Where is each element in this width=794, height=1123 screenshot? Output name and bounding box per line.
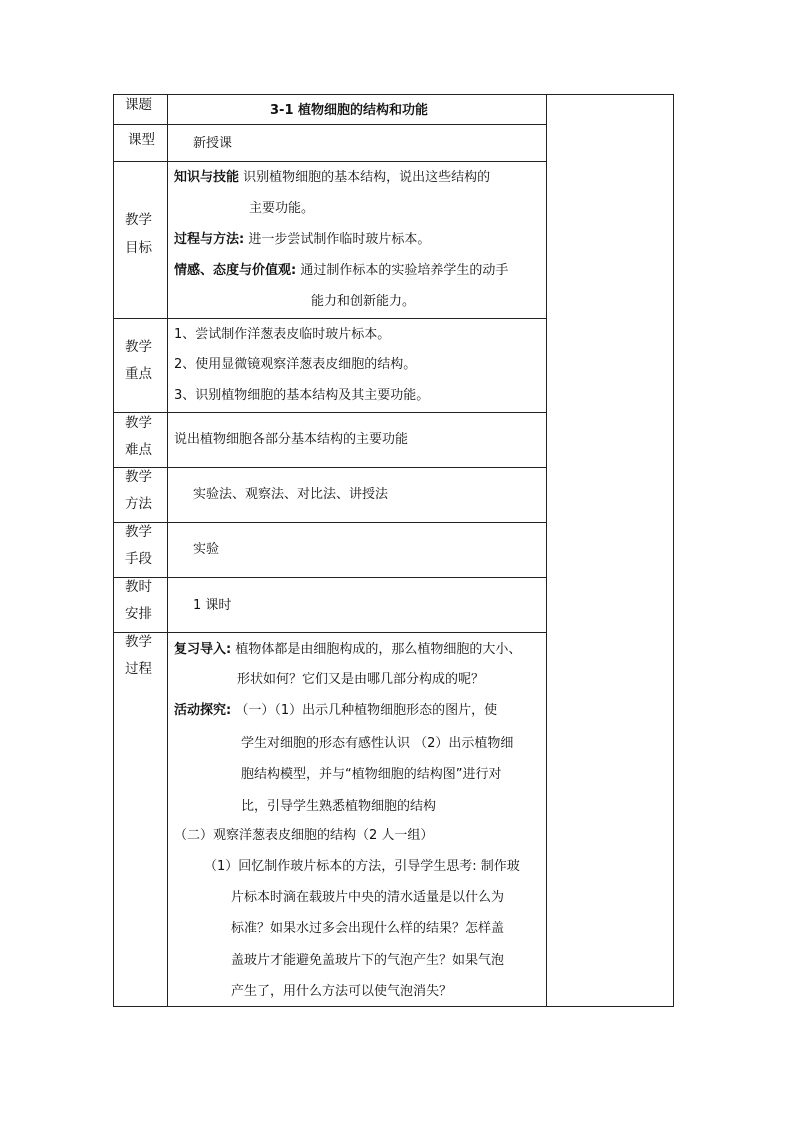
process-objective xyxy=(174,232,430,248)
type-label: 课型 xyxy=(128,132,155,148)
activity-text: （一）（1）出示几种植物细胞形态的图片，使 xyxy=(231,703,498,718)
objectives-label-line2: 目标 xyxy=(125,240,152,256)
question-one-line5: 产生了，用什么方法可以使气泡消失？ xyxy=(231,984,453,999)
row-divider xyxy=(114,161,546,162)
row-divider xyxy=(114,632,546,633)
process-heading: 过程与方法: xyxy=(174,232,245,247)
means-value: 实验 xyxy=(193,542,220,557)
emotion-objective-line2: 能力和创新能力。 xyxy=(311,294,416,309)
schedule-value: 1 课时 xyxy=(193,598,232,613)
key-point-item: 1、尝试制作洋葱表皮临时玻片标本。 xyxy=(174,327,391,342)
review-heading: 复习导入: xyxy=(174,642,232,657)
review-intro-line1 xyxy=(174,642,521,658)
question-one-line3: 标准？如果水过多会出现什么样的结果？怎样盖 xyxy=(231,921,505,936)
row-divider xyxy=(114,124,546,125)
means-label-line1: 教学 xyxy=(125,524,152,540)
difficulty-label-line1: 教学 xyxy=(125,415,152,431)
question-one-line1: （1）回忆制作玻片标本的方法，引导学生思考: 制作玻 xyxy=(204,859,520,874)
objectives-label-line1: 教学 xyxy=(125,212,152,228)
methods-label-line1: 教学 xyxy=(125,469,152,485)
row-divider xyxy=(114,522,546,523)
activity-heading: 活动探究: xyxy=(174,703,232,718)
row-divider xyxy=(114,412,546,413)
question-one-line2: 片标本时滴在载玻片中央的清水适量是以什么为 xyxy=(231,890,505,905)
knowledge-objective-line2: 主要功能。 xyxy=(249,201,315,216)
emotion-objective-line1 xyxy=(174,263,508,279)
knowledge-heading: 知识与技能 xyxy=(174,170,240,185)
methods-label-line2: 方法 xyxy=(125,496,152,512)
row-divider xyxy=(114,318,546,319)
lesson-type-value: 新授课 xyxy=(193,136,233,151)
emotion-text: 通过制作标本的实验培养学生的动手 xyxy=(296,263,509,278)
column-divider-right xyxy=(546,95,547,1006)
activity-line2: 学生对细胞的形态有感性认识 （2）出示植物细 xyxy=(241,736,514,751)
process-text: 进一步尝试制作临时玻片标本。 xyxy=(244,232,431,247)
key-points-label-line1: 教学 xyxy=(125,339,152,355)
process-label-line1: 教学 xyxy=(125,634,152,650)
lesson-title: 3-1 植物细胞的结构和功能 xyxy=(270,103,429,118)
column-divider-left xyxy=(167,95,168,1006)
key-point-item: 3、识别植物细胞的基本结构及其主要功能。 xyxy=(174,388,430,403)
review-text: 植物体都是由细胞构成的，那么植物细胞的大小、 xyxy=(231,642,522,657)
topic-label: 课题 xyxy=(125,97,152,113)
difficulty-label-line2: 难点 xyxy=(125,442,152,458)
means-label-line2: 手段 xyxy=(125,551,152,567)
row-divider xyxy=(114,577,546,578)
knowledge-objective-line1 xyxy=(174,170,490,186)
emotion-heading: 情感、态度与价值观: xyxy=(174,263,297,278)
knowledge-text: 识别植物细胞的基本结构，说出这些结构的 xyxy=(239,170,491,185)
schedule-label-line2: 安排 xyxy=(125,606,152,622)
methods-value: 实验法、观察法、对比法、讲授法 xyxy=(193,487,389,502)
key-point-item: 2、使用显微镜观察洋葱表皮细胞的结构。 xyxy=(174,357,417,372)
activity-line1 xyxy=(174,703,497,719)
process-label-line2: 过程 xyxy=(125,661,152,677)
activity-line3: 胞结构模型，并与“植物细胞的结构图”进行对 xyxy=(241,767,502,782)
activity-line4: 比，引导学生熟悉植物细胞的结构 xyxy=(241,799,437,814)
difficulty-value: 说出植物细胞各部分基本结构的主要功能 xyxy=(174,432,409,447)
row-divider xyxy=(114,467,546,468)
schedule-label-line1: 教时 xyxy=(125,579,152,595)
question-one-line4: 盖玻片才能避免盖玻片下的气泡产生？如果气泡 xyxy=(231,953,505,968)
part-two-heading: （二）观察洋葱表皮细胞的结构（2 人一组） xyxy=(174,828,434,843)
review-intro-line2: 形状如何？它们又是由哪几部分构成的呢？ xyxy=(237,672,485,687)
key-points-label-line2: 重点 xyxy=(125,366,152,382)
